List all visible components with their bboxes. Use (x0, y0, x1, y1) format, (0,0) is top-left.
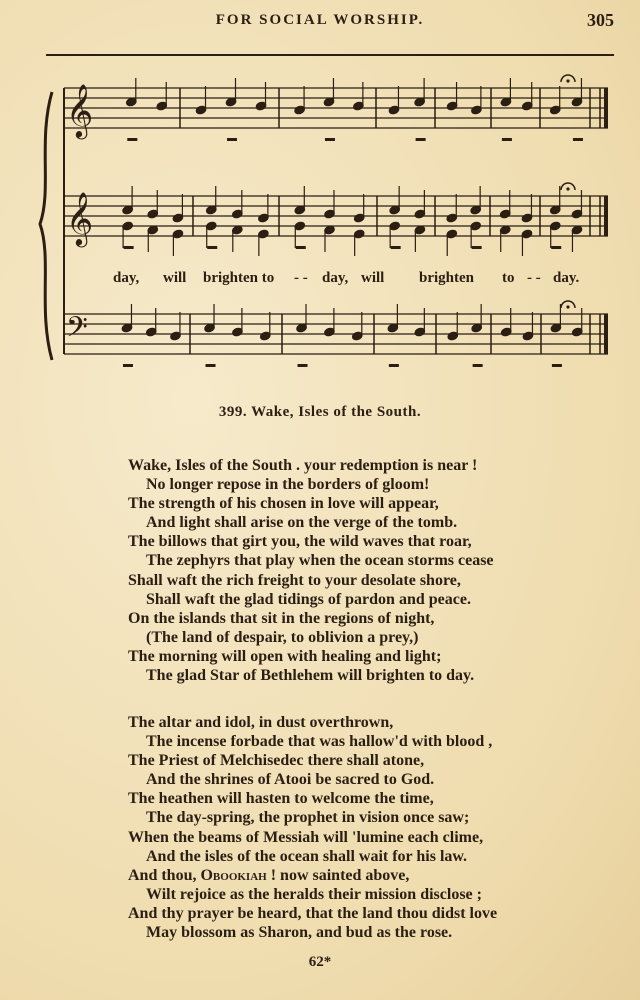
note-beam (227, 138, 237, 141)
treble-clef-icon: 𝄞 (66, 191, 94, 245)
lyric-syllable: to (502, 270, 515, 286)
note-beam (391, 246, 401, 249)
verse-line: May blossom as Sharon, and bud as the rose. (146, 924, 453, 942)
final-barline (604, 314, 608, 354)
music-score (0, 0, 640, 380)
final-barline (604, 88, 608, 128)
page-number: 305 (587, 10, 614, 30)
note-beam (473, 364, 483, 367)
verse-line (128, 866, 628, 885)
verse-line: The day-spring, the prophet in vision once saw; (146, 809, 470, 827)
note-beam (123, 364, 133, 367)
verse-line: Shall waft the glad tidings of pardon and peace. (146, 590, 471, 608)
stanza-1 (128, 456, 628, 685)
verse-line: And light shall arise on the verge of the tomb. (146, 514, 458, 532)
verse-line: And the isles of the ocean shall wait for his law. (146, 847, 468, 865)
verse-line: The glad Star of Bethlehem will brighten to day. (146, 667, 475, 685)
verse-line: When the beams of Messiah will 'lumine each clime, (128, 828, 484, 846)
note-beam (389, 364, 399, 367)
note-beam (325, 138, 335, 141)
lyric-syllable: - - (527, 270, 541, 286)
lyric-syllable: will (361, 270, 385, 286)
verse-line: The Priest of Melchisedec there shall atone, (128, 752, 425, 770)
bass-clef-icon: 𝄢 (66, 311, 88, 351)
lyric-syllable: brighten to (203, 270, 275, 286)
page-header-title: FOR SOCIAL WORSHIP. (215, 12, 425, 28)
signature-mark: 62* (308, 954, 332, 970)
lyric-syllable: brighten (419, 270, 475, 286)
verse-line: The morning will open with healing and light; (128, 647, 442, 665)
verse-text: And thou, (128, 866, 201, 884)
lyric-syllable: day. (553, 270, 580, 286)
verse-line: And thy prayer be heard, that the land thou didst love (128, 904, 498, 922)
note-beam (298, 364, 308, 367)
hymn-title: 399. Wake, Isles of the South. (218, 404, 422, 420)
note-beam (296, 246, 306, 249)
note-beam (207, 246, 217, 249)
note-beam (573, 138, 583, 141)
verse-line: The strength of his chosen in love will appear, (128, 495, 439, 513)
note-beam (127, 138, 137, 141)
verse-line: The incense forbade that was hallow'd with blood , (146, 733, 493, 751)
verse-line: And the shrines of Atooi be sacred to God. (146, 771, 435, 789)
fermata-icon (566, 187, 569, 190)
verse-line: Wake, Isles of the South . your redemption is near ! (128, 457, 478, 474)
verse-line: The billows that girt you, the wild waves that roar, (128, 533, 472, 551)
verse-line: (The land of despair, to oblivion a prey,) (146, 628, 419, 646)
lyric-syllable: - - (294, 270, 308, 286)
verse-line: No longer repose in the borders of gloom! (146, 476, 430, 494)
note-beam (551, 246, 561, 249)
verse-line: On the islands that sit in the regions of night, (128, 609, 435, 627)
verse-line: The heathen will hasten to welcome the time, (128, 790, 434, 808)
treble-clef-icon: 𝄞 (66, 83, 94, 137)
lyric-syllable: day, (322, 270, 349, 286)
verse-line: The altar and idol, in dust overthrown, (128, 714, 394, 731)
lyric-syllable: day, (113, 270, 140, 286)
lyric-syllable: will (163, 270, 187, 286)
final-barline (604, 196, 608, 236)
note-beam (206, 364, 216, 367)
verse-line: Wilt rejoice as the heralds their mission disclose ; (146, 885, 482, 903)
fermata-icon (566, 305, 569, 308)
verse-text: ! now sainted above, (266, 866, 410, 884)
verse-line: The zephyrs that play when the ocean storms cease (146, 552, 494, 570)
note-beam (502, 138, 512, 141)
fermata-icon (566, 79, 569, 82)
system-brace (40, 92, 52, 360)
verse-line: Shall waft the rich freight to your desolate shore, (128, 571, 461, 589)
proper-name: Obookiah (200, 866, 267, 884)
music-lyrics (0, 270, 640, 292)
note-beam (416, 138, 426, 141)
note-beam (124, 246, 134, 249)
note-beam (472, 246, 482, 249)
note-beam (552, 364, 562, 367)
stanza-2 (128, 713, 628, 942)
